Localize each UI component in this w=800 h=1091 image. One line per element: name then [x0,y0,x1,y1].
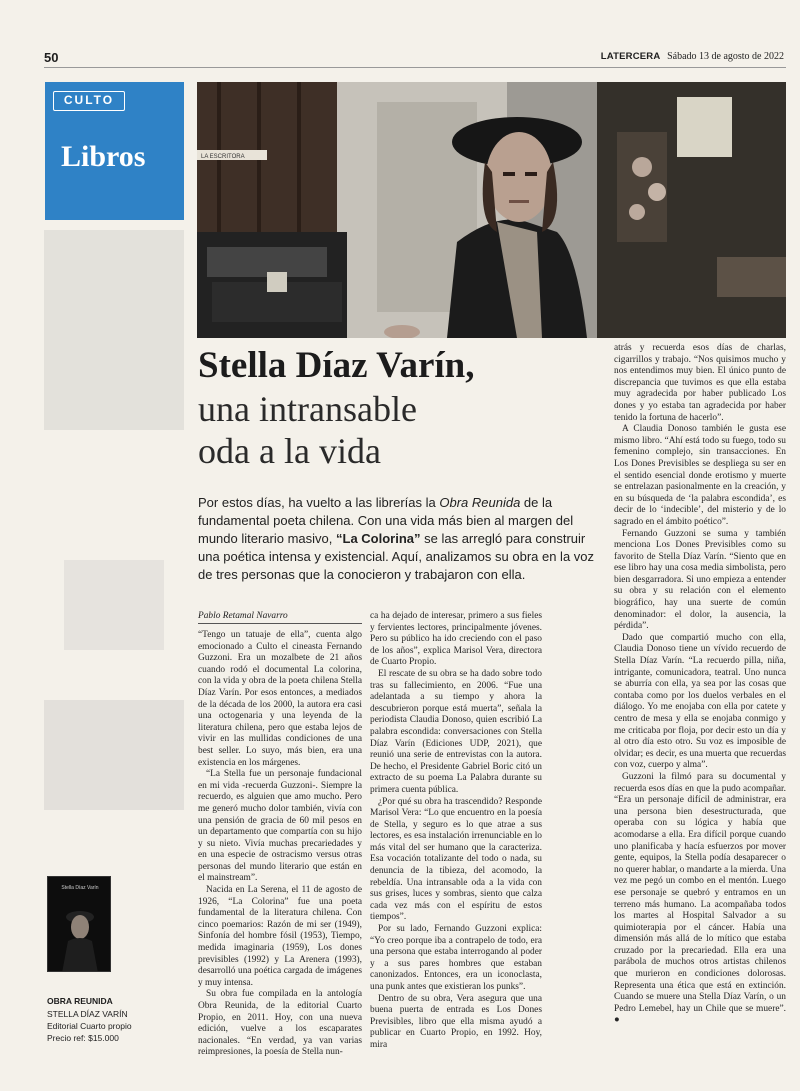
lead-book-title: Obra Reunida [439,495,521,510]
paragraph: Fernando Guzzoni se suma y también menciona Los Dones Previsibles como su favorito de Stella Díaz Varín. “Siento que en ese libro hay una cosa media simbolista, pero bien desgarradora. Si uno empieza a entender su obra y su relación con el elemento biográfico, hay una suerte de común denominador: el dolor, la ausencia, la pérdida”. [614,528,786,632]
photo-sign-text: LA ESCRITORA [201,154,245,160]
book-cover-image [47,876,111,972]
article-column-2 [370,611,542,1052]
book-price: Precio ref: $15.000 [47,1033,119,1043]
paragraph: A Claudia Donoso también le gusta ese mismo libro. “Ahí está todo su fuego, todo su femenino complejo, sin transacciones. En Los Dones Previsibles se despliega su ser en el sentido esencial donde erotismo y muerte se entrelazan pasionalmente en la creación, y en su búsqueda de ‘la palabra escondida’, es decir de lo ‘indecible’, del misterio y de lo sagrado en el ámbito poético”. [614,424,786,527]
article-column-3 [614,343,786,1027]
book-publisher: Editorial Cuarto propio [47,1021,132,1031]
headline-line-3: oda a la vida [198,431,381,471]
section-block [45,82,184,220]
newspaper-brand: LATERCERA [600,51,661,62]
photo-portrait [197,82,786,338]
headline-line-2: una intransable [198,389,417,429]
lead-paragraph [198,494,598,584]
paragraph: Nacida en La Serena, el 11 de agosto de 1926, “La Colorina” fue una poeta fundamental de la literatura chilena. Con cinco poemarios: Razón de mi ser (1949), Sinfonía del hombre fósil (1953), Tiempo, medida imaginaria (1959), Los dones previsibles (1992) y La Arenera (1993), desarrolló una poética cargada de imágenes y muy intensa. [198,885,362,988]
masthead [601,51,784,62]
paragraph: Dado que compartió mucho con ella, Claudia Donoso tiene un vívido recuerdo de Stella Díaz Varín. “La recuerdo pilla, niña, intrigante, comunicadora, teatral. Uno nunca se aburría con ella, ya sea por las cosas que contaba como por los duelos verbales en el diálogo. Yo me enojaba con ella por catete y centro de mesa y ella se enojaba conmigo y me criticaba por floja, por decir esto un día y al otro día esto otro. Su voz es imposible de olvidar; es decir, es una muerta que recuerdas con voz, cuerpo y alma”. [614,632,786,771]
paragraph: El rescate de su obra se ha dado sobre todo tras su fallecimiento, en 2006. “Fue una adelantada a su tiempo y ahora la descubrieron porque está muerta”, señala la periodista Claudia Donoso, quien escribió La palabra escondida: conversaciones con Stella Díaz Varín (Ediciones UDP, 2021), que reunió una serie de entrevistas con la autora. De hecho, el Presidente Gabriel Boric citó un extracto de su poema La Palabra durante su primera cuenta pública. [370,668,542,795]
lead-text-1: Por estos días, ha vuelto a las librerías la [198,495,440,510]
paragraph: atrás y recuerda esos días de charlas, cigarrillos y trabajo. “Nos quisimos mucho y nos entendimos muy bien. El único punto de discrepancia que tuvimos es que ella estaba muy agradecida por haber publicado Los dones y yo estaba tan agradecida por haber tenido la fortuna de hacerlo”. [614,343,786,423]
paragraph: ca ha dejado de interesar, primero a sus fieles y fervientes lectores, principalmente jóvenes. Pero su público ha ido creciendo con el paso de los años”, explica Marisol Vera, directora de Cuarto Propio. [370,611,542,668]
lead-text-3: se las arregló para construir una poética intensa y existencial. Aquí, analizamos su obra en la voz de tres personas que la conocieron y trabajaron con ella. [198,531,595,582]
book-author: STELLA DÍAZ VARÍN [47,1009,128,1019]
paragraph: Su obra fue compilada en la antología Obra Reunida, de la editorial Cuarto Propio, en 2011. Hoy, con una nueva edición, vuelve a los escaparates nacionales. “En verdad, ya van varias reimpresiones, la poesía de Stella nun- [198,989,362,1058]
header-rule [44,67,786,68]
article-column-1 [198,630,362,1059]
byline: Pablo Retamal Navarro [198,611,362,624]
book-title: OBRA REUNIDA [47,996,113,1006]
lead-text-2: de la fundamental poeta chilena. Con una vida más bien al margen del mundo literario masivo, [198,495,574,546]
bleed-through-area [44,230,184,830]
lead-nickname: “La Colorina” [336,531,421,546]
paragraph: Por su lado, Fernando Guzzoni explica: “Yo creo porque iba a contrapelo de todo, era una persona que estaba interrogando al poder y a sus pares hombres que estaban canonizados. Entonces, era un iconoclasta, una punk antes que existieran los punks”. [370,924,542,992]
paragraph: ¿Por qué su obra ha trascendido? Responde Marisol Vera: “Lo que encuentro en la poesía de Stella, y seguro es lo que atrae a sus lectores, es esa instalación irrenunciable en lo más vital del ser humano que la caracteriza. Esa vocación totalizante del todo o nada, su denuncia de la tibieza, del acomodo, la rebeldía. Una intransable oda a la vida con sus grises, luces y sombras, siento que calza cada vez más con el espíritu de estos tiempos”. [370,796,542,923]
paragraph: Guzzoni la filmó para su documental y recuerda esos días en que la pudo acompañar. “Era un personaje difícil de administrar, era una persona bien desestructurada, que operaba con su lógica y había que acomodarse a ella. Era difícil porque cuando uno planificaba y hacía esfuerzos por mover gente, equipos, la Stella podía desaparecer o no querer hablar, o mandarte a la mierda. Una vez me pegó un combo en el mentón. Luego ese personaje se quebró y entramos en un terreno más humano. La acompañaba todos los martes al Hospital Salvador a su quimioterapia por el cáncer. Había una dimensión más allá de lo mítico que estaba cruzado por la precariedad. Ella era una parábola de muchos otros artistas chilenos que murieron en condiciones dolorosas. Representa una ética que está en extinción. Cuando se muere una Stella Díaz Varín, o un Pedro Lemebel, hay un Chile que se muere”. ● [614,771,786,1026]
paragraph: “La Stella fue un personaje fundacional en mi vida -recuerda Guzzoni-. Siempre la recuerdo, es alguien que amo mucho. Pero me generó mucho dolor también, vivía con una pensión de gracia de 60 mil pesos en un departamento que compartía con su hijo y su nieto. Vivía muchas precariedades y en una especie de ostracismo versus otras personas del mundo literario que están en el mainstream”. [198,769,362,884]
paragraph: “Tengo un tatuaje de ella”, cuenta algo emocionado a Culto el cineasta Fernando Guzzoni. Era un mozalbete de 21 años cuando rodó el documental La colorina, con la vida y obra de la poeta chilena Stella Díaz Varín. Por esos entonces, a mediados de la década de los 2000, la autora era casi una octogenaria y una leyenda de la literatura chilena, pero que estaba lejos de vivir en las mullidas condiciones de una best seller. Lo suyo, más bien, era una existencia en los márgenes. [198,630,362,768]
issue-date: Sábado 13 de agosto de 2022 [667,51,784,62]
book-cover-title: Stella Díaz Varín [61,885,99,891]
headline-line-1: Stella Díaz Varín, [198,345,475,386]
page-number: 50 [44,50,59,65]
section-title: Libros [61,140,146,173]
paragraph: Dentro de su obra, Vera asegura que una buena puerta de entrada es Los Dones Previsibles, libro que ella misma ayudó a publicar en Cuarto Propio, en 1992. Hoy, mira [370,993,542,1050]
culto-tag: CULTO [53,91,125,111]
